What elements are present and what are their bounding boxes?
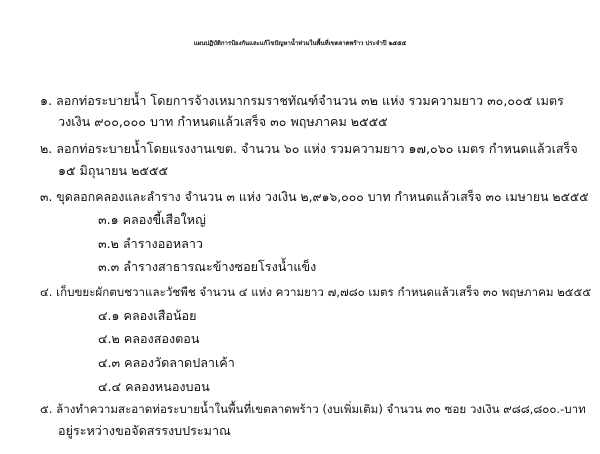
item-5-line-2: อยู่ระหว่างขอจัดสรรงบประมาณ — [58, 423, 231, 438]
item-2-line-2: ๑๕ มิถุนายน ๒๕๕๕ — [58, 163, 169, 178]
item-5-line-1: ๕. ล้างทำความสะอาดท่อระบายน้ำในพื้นที่เขตลาดพร้าว (งบเพิ่มเติม) จำนวน ๓๐ ซอย วงเงิน ๙๘๘,๘๐๐.-บาท — [40, 402, 586, 416]
item-3-sub-1: ๓.๑ คลองขี้เสือใหญ่ — [98, 212, 206, 227]
item-3-sub-2: ๓.๒ ลำรางออหลาว — [98, 236, 203, 251]
item-3-sub-3: ๓.๓ ลำรางสาธารณะข้างซอยโรงน้ำแข็ง — [98, 259, 317, 274]
document-title: แผนปฏิบัติการป้องกันและแก้ไขปัญหาน้ำท่วมในพื้นที่เขตลาดพร้าว ประจำปี ๒๕๕๕ — [193, 40, 407, 47]
item-4-sub-1: ๔.๑ คลองเสือน้อย — [98, 308, 197, 323]
item-4-line-1: ๔. เก็บขยะผักตบชวาและวัชพืช จำนวน ๔ แห่ง ความยาว ๗,๗๘๐ เมตร กำหนดแล้วเสร็จ ๓๐ พฤษภาคม ๒๕๕๕ — [40, 285, 592, 299]
item-4-sub-2: ๔.๒ คลองสองตอน — [98, 331, 200, 346]
item-4-sub-4: ๔.๔ คลองหนองบอน — [98, 379, 210, 394]
item-4-sub-3: ๔.๓ คลองวัดลาดปลาเค้า — [98, 355, 235, 370]
item-1-line-2: วงเงิน ๙๐๐,๐๐๐ บาท กำหนดแล้วเสร็จ ๓๐ พฤษภาคม ๒๕๕๕ — [58, 114, 388, 129]
item-2-line-1: ๒. ลอกท่อระบายน้ำโดยแรงงานเขต. จำนวน ๖๐ แห่ง รวมความยาว ๑๗,๐๖๐ เมตร กำหนดแล้วเสร็จ — [40, 141, 578, 156]
item-3-line-1: ๓. ขุดลอกคลองและลำราง จำนวน ๓ แห่ง วงเงิน ๒,๙๑๖,๐๐๐ บาท กำหนดแล้วเสร็จ ๓๐ เมษายน ๒๕๕๕ — [40, 190, 589, 204]
item-1-line-1: ๑. ลอกท่อระบายน้ำ โดยการจ้างเหมากรมราชทัณฑ์จำนวน ๓๒ แห่ง รวมความยาว ๓๐,๐๐๕ เมตร — [40, 93, 564, 108]
